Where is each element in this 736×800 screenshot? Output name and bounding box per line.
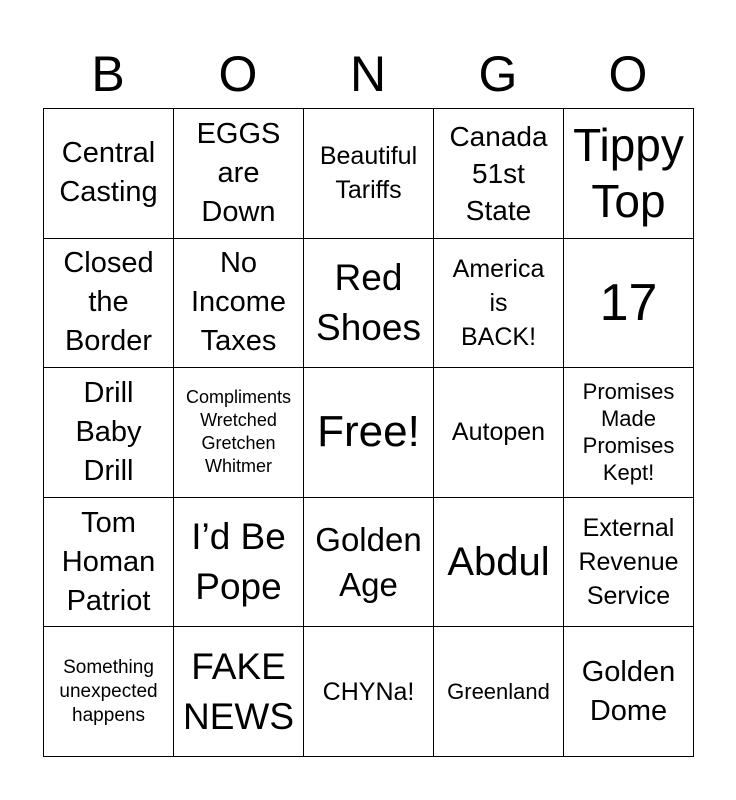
- bingo-cell[interactable]: [564, 368, 694, 498]
- bingo-cell[interactable]: [174, 368, 304, 498]
- cell-text: Abdul: [447, 539, 550, 584]
- bingo-cell[interactable]: [44, 627, 174, 757]
- cell-text: CHYNa!: [322, 677, 415, 706]
- cell-text: Greenland: [447, 679, 550, 705]
- bingo-cell[interactable]: [564, 238, 694, 368]
- bingo-cell[interactable]: [174, 497, 304, 627]
- bingo-cell[interactable]: [44, 497, 174, 627]
- cell-text: Tom Homan Patriot: [61, 506, 156, 617]
- bingo-cell[interactable]: [304, 627, 434, 757]
- header-letter-b: B: [91, 46, 125, 102]
- bingo-cell[interactable]: [304, 497, 434, 627]
- cell-text: EGGS are Down: [196, 117, 281, 228]
- board-row: [44, 368, 694, 498]
- cell-text: Golden Age: [315, 521, 422, 604]
- header-letter-g: G: [478, 46, 518, 102]
- board-row: [44, 497, 694, 627]
- board-row: [44, 238, 694, 368]
- board-row: [44, 627, 694, 757]
- free-space-cell[interactable]: [304, 368, 434, 498]
- cell-text: FAKE NEWS: [183, 645, 294, 737]
- cell-text: Something unexpected happens: [59, 656, 158, 726]
- cell-text: Red Shoes: [316, 256, 421, 348]
- cell-text: External Revenue Service: [578, 514, 679, 611]
- bingo-cell[interactable]: [564, 627, 694, 757]
- cell-text: Drill Baby Drill: [75, 376, 142, 487]
- board-row: [44, 109, 694, 239]
- bingo-cell[interactable]: [174, 627, 304, 757]
- bingo-cell[interactable]: [304, 109, 434, 239]
- cell-text: Tippy Top: [573, 119, 684, 228]
- bingo-cell[interactable]: [434, 238, 564, 368]
- bingo-cell[interactable]: [44, 368, 174, 498]
- cell-text: Promises Made Promises Kept!: [582, 379, 675, 486]
- cell-text: Central Casting: [59, 137, 158, 209]
- bingo-cell[interactable]: [434, 109, 564, 239]
- bingo-cell[interactable]: [304, 238, 434, 368]
- cell-text: Beautiful Tariffs: [319, 142, 418, 205]
- bingo-board: [43, 108, 694, 757]
- cell-text: No Income Taxes: [190, 247, 287, 358]
- bingo-cell[interactable]: [44, 238, 174, 368]
- cell-text: Golden Dome: [581, 655, 676, 727]
- cell-text: Compliments Wretched Gretchen Whitmer: [185, 387, 292, 477]
- bingo-cell[interactable]: [434, 627, 564, 757]
- header-letter-n: N: [349, 46, 387, 102]
- cell-text: 17: [599, 273, 658, 332]
- bingo-cell[interactable]: [44, 109, 174, 239]
- bingo-cell[interactable]: [434, 368, 564, 498]
- cell-text: America is BACK!: [452, 254, 545, 351]
- header-letter-o: O: [218, 46, 258, 102]
- free-space-text: Free!: [317, 407, 420, 457]
- cell-text: Canada 51st State: [449, 120, 548, 226]
- bingo-cell[interactable]: [564, 497, 694, 627]
- bingo-cell[interactable]: [174, 109, 304, 239]
- cell-text: I’d Be Pope: [191, 516, 286, 608]
- cell-text: Autopen: [451, 418, 546, 447]
- bingo-cell[interactable]: [434, 497, 564, 627]
- header-letter-o2: O: [608, 46, 648, 102]
- bingo-cell[interactable]: [564, 109, 694, 239]
- bingo-cell[interactable]: [174, 238, 304, 368]
- cell-text: Closed the Border: [63, 247, 154, 358]
- bingo-header: [43, 40, 693, 108]
